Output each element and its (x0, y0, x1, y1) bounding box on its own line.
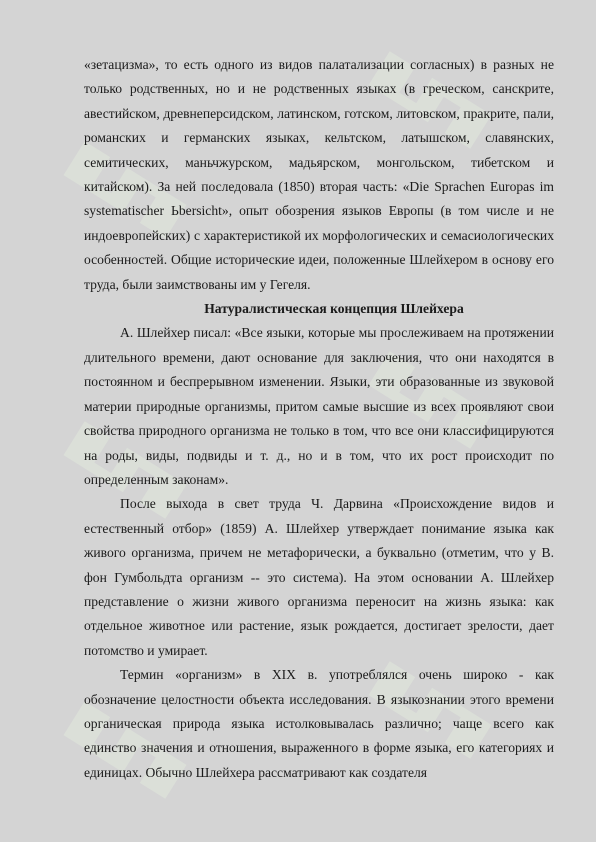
paragraph-quote: А. Шлейхер писал: «Все языки, которые мы прослеживаем на протяжении длительного времени, дают основание для заключения, что они находятся в постоянном и беспрерывном изменении. Языки, эти образованные из звуковой материи природные организмы, притом самые высшие из всех проявляют свои свойства природного организма не только в том, что все они классифицируются на роды, виды, подвиды и т. д., но и в том, что их рост происходит по определенным законам». (84, 325, 554, 487)
paragraph-organism-term: Термин «организм» в XIX в. употреблялся очень широко - как обозначение целостности объекта исследования. В языкознании этого времени органическая природа языка истолковывалась различно; чаще всего как единство значения и отношения, выраженного в форме языка, его категориях и единицах. Обычно Шлейхера рассматривают как создателя (84, 667, 554, 780)
paragraph-intro: «зетацизма», то есть одного из видов палатализации согласных) в разных не только родственных, но и не родственных языках (в греческом, санскрите, авестийском, древнеперсидском, латинском, готском, литовском, пракрите, пали, романских и германских языках, кельтском, латышском, славянских, семитических, маньчжурском, мадьярском, монгольском, тибетском и китайском). За ней последовала (1850) вторая часть: «Die Sprachen Europas im systematischer Ьbersicht», опыт обозрения языков Европы (в том числе и не индоевропейских) с характеристикой их морфологических и семасиологических особенностей. Общие исторические идеи, положенные Шлейхером в основу его труда, были заимствованы им у Гегеля. (84, 57, 554, 292)
paragraph-darwin: После выхода в свет труда Ч. Дарвина «Происхождение видов и естественный отбор» (1859) А. Шлейхер утверждает понимание языка как живого организма, причем не метафорически, а буквально (отметим, что у В. фон Гумбольдта организм -- это система). На этом основании А. Шлейхер представление о жизни живого организма переносит на жизнь языка: как отдельное животное или растение, язык рождается, достигает зрелости, дает потомство и умирает. (84, 496, 554, 658)
section-heading: Натуралистическая концепция Шлейхера (204, 301, 464, 317)
document-body (84, 53, 554, 785)
